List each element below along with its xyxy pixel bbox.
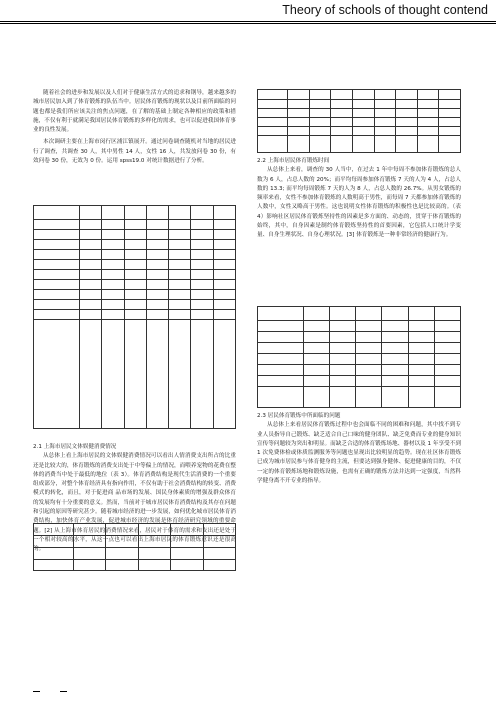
section-2-1-paragraph: 从总体上看上海市居民的文体娱健消费情况可以看出人情消费支出所占的比重还是比较大的，体育锻炼的消费支出处于中等偏上的情况，而喂养宠物的花费在整体的消费当中处于最低的地位（表 3）。体育消费结构是现代生活消费的一个重要组成部分，对整个体育经济具有指向作用，不仅有助于社会消费结构的转变、消费模式的转化，而且，对于促进商 品市场的发展、国民身体素质的增强及群众体育的发展均有十分重要的意义。然而，当前对于城市居民体育消费结构及其存在问题和引起的原因等研究甚少。随着城市经济的进一步发展，如何优化城市居民体育消费结构，加快体育产业发展，促进城市经济的发展是体育经济研究领域的重要命题。[2] 从上海市体育居民的消费情况来看，居民对于体育的需求和支出还是处于一个相对较高的水平，从这一点也可以看出上海市居民的体育锻炼意识还是很高的。 [33, 453, 236, 553]
intro-paragraph: 随着社会的进步和发展以及人们对于健康生活方式的追求和钢导，越来越多的城市居民加入到了体育锻炼的队伍当中。居民体育锻炼的现状以及目前所面临的问题也都是我们所应该关注的焦点问题，在了解的基础上制定各种相应的政策和措施，不仅有利于就满足我国居民体育锻炼的多样化的需求，也可以促进我国体育事业的良性发展。 [33, 90, 236, 134]
footer-mark-left [33, 691, 40, 692]
header-title: Theory of schools of thought contend [282, 3, 488, 17]
section-2-2-paragraph: 从总体上来看，调查的 30 人当中，在过去 1 年中每周不参加体育锻炼的总人数为 6 人，占总人数的 20%；而平均每周参加体育锻炼 7 天的人为 4 人，占总人数的 13.3; 而平均每周锻炼 7 天的人为 8 人，占总人数的 26.7%。从男女锻炼的频率来看，女性不参加体育锻炼的人数明高于男性，而每周 7 天都参加体育锻炼的人数中，女性又略高于男性。这也说明女性体育锻炼的积极性也是比较高的。（表 4）影响社区居民体育锻炼坚持性的因素是多方面的、动态的，贯穿于体育锻炼的始终，其中，自身因素是制约体育锻炼坚持性的首要因素，它包括人口统计学变量、自身生理状况、自身心理状况。[3] 体育锻炼是一种非常经济的健康行为。 [257, 167, 461, 239]
table-5-body [258, 307, 461, 408]
footer-mark-right [60, 691, 67, 692]
section-2-3-title: 2.3 居民体育锻炼中所面临的问题 [257, 413, 341, 419]
section-2-3 [257, 412, 461, 486]
left-intro-text [33, 89, 236, 166]
table-4-body [258, 90, 461, 153]
section-2-3-paragraph: 从总体上来看居民体育锻炼过程中也会面临不同的困难和问题，其中找不到专业人员指导自己锻炼、缺乏适合自己口味的健身团队、缺乏免费而专业的健身知识宣传等问题较为突出和明显。而缺乏合适的体育锻炼场地、器材以及 1 年享受不到 1 次免费体检或体质监测服务等问题也显现出比较明显的趋势。现在社区体育锻炼已成为城市居民参与体育健身的主流，但要达到强身健体、促进健康的目的，不仅一定的体育锻炼场地和锻炼设施，也需有正确的锻炼方法并达到一定强度，当然科学健身离不开专业的指导。 [257, 422, 461, 485]
header-rule-lower [0, 23, 496, 24]
section-2-2-title: 2.2 上海市居民体育锻炼时间 [257, 158, 330, 164]
survey-paragraph: 本次调研主要在上海市闵行区浦江镇展开。通过问卷调查随机对当地的居民进行了调查，共调查 30 人，其中男性 14 人，女性 16 人，共发放问卷 30 份，有效问卷 30 份，无效为 0 份。运用 spss19.0 对统计数据进行了分析。 [33, 139, 236, 165]
section-2-1-title: 2.1 上海市居民文体娱健消费情况 [33, 444, 117, 450]
header-rule [0, 21, 496, 22]
table-6-bottom-left [33, 523, 236, 571]
section-2-2 [257, 157, 461, 241]
table-3-consumption [33, 205, 236, 429]
table-4-exercise-frequency [257, 89, 461, 153]
table-6-body [34, 524, 236, 571]
table-3-body [34, 206, 236, 429]
table-5-problems [257, 306, 461, 408]
